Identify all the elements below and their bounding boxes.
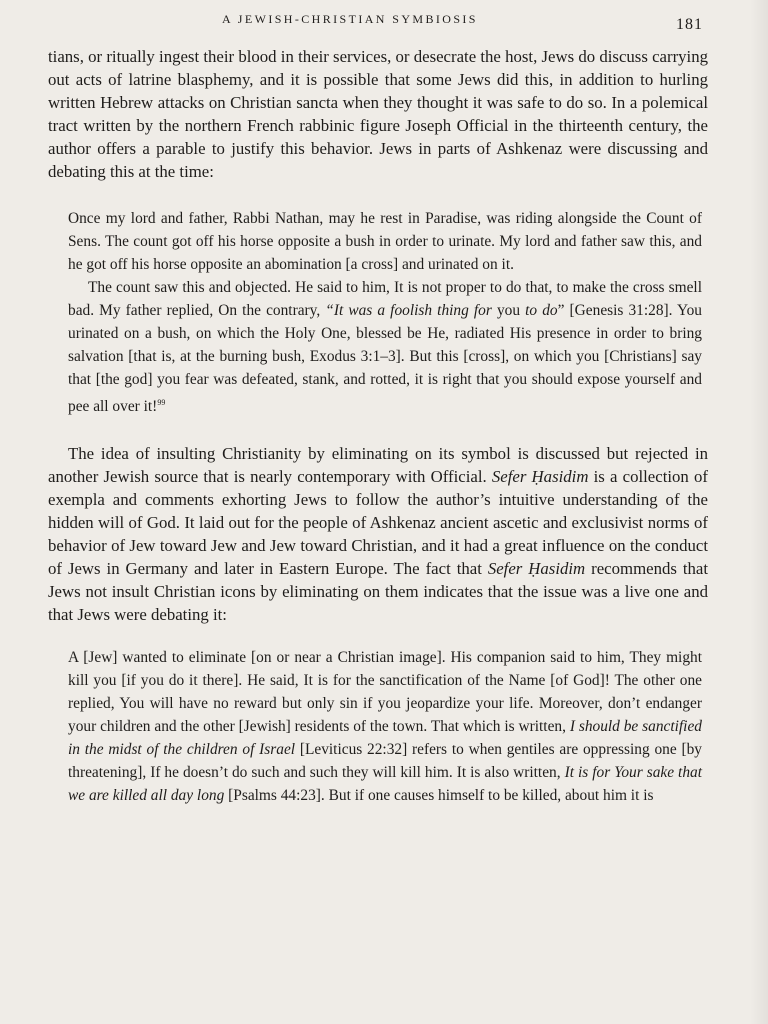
quote-text: A [Jew] wanted to eliminate [on or near a Christian image]. His companion said to him, They might kill you [if you do it there]. He said, It is for the sanctification of the Name [of God]! The other one replied, You will have no reward but only sin if you jeopardize your life. Moreover, don’t endanger your children and the other [Jewish] residents of the town. That which is written, — [68, 649, 702, 736]
book-title-italic: Sefer Ḥasidim — [491, 466, 589, 486]
page-body — [48, 45, 708, 807]
quote-italic: I should be sanctified in the midst of the children of Israel — [68, 718, 702, 759]
paragraph-2-text: is a collection of exempla and comments exhorting Jews to follow the author’s intuitive understanding of the hidden will of God. It laid out for the people of Ashkenaz ancient ascetic and exclusivist norms of behavior of Jew toward Jew and Jew toward Christian, and it had a great influence on the conduct of Jews in Germany and later in Eastern Europe. The fact that — [48, 466, 708, 579]
page-number: 181 — [676, 16, 703, 33]
spacer — [48, 626, 708, 646]
paragraph-1 — [48, 45, 708, 184]
book-title-italic: Sefer Ḥasidim — [487, 559, 586, 579]
running-head: A JEWISH-CHRISTIAN SYMBIOSIS — [222, 12, 478, 26]
quote-text: The count saw this and objected. He said to him, It is not proper to do that, to make the cross smell bad. My father replied, On the contrary, — [68, 278, 702, 319]
page-header — [0, 12, 768, 38]
page-edge-shadow — [750, 0, 768, 1024]
quote-italic: It is for Your sake that we are killed all day long — [68, 764, 703, 805]
paragraph-2-text: recommends that Jews not insult Christian icons by eliminating on them indicates that the issue was a live one and that Jews were debating it: — [48, 559, 709, 625]
quote-text: [Psalms 44:23]. But if one causes himself to be killed, about him it is — [224, 787, 654, 805]
paragraph-2 — [48, 442, 708, 627]
quote-text: you — [491, 301, 526, 319]
block-quote-1-para-2 — [48, 276, 708, 418]
block-quote-2 — [48, 646, 708, 807]
paragraph-1-text: tians, or ritually ingest their blood in their services, or desecrate the host, Jews do discuss carrying out acts of latrine blasphemy, and it is possible that some Jews did this, in addition to hurling written Hebrew attacks on Christian sancta when they thought it was safe to do so. In a polemical tract written by the northern French rabbinic figure Joseph Official in the thirteenth century, the author offers a parable to justify this behavior. Jews in parts of Ashkenaz were discussing and debating this at the time: — [48, 47, 708, 182]
spacer — [48, 184, 708, 207]
quote-text: [Leviticus 22:32] refers to when gentiles are oppressing one [by threatening], If he doesn’t do such and such they will kill him. It is also written, — [68, 741, 702, 782]
footnote-marker: 99 — [157, 397, 166, 407]
paragraph-2-text: The idea of insulting Christianity by eliminating on its symbol is discussed but rejected in another Jewish source that is nearly contemporary with Official. — [48, 443, 708, 486]
quote-italic: to do — [525, 301, 558, 319]
quote-text: ” [Genesis 31:28]. You urinated on a bush, on which the Holy One, blessed be He, radiated His presence in order to bring salvation [that is, at the burning bush, Exodus 3:1–3]. But this [cross], on which you [Christians] say that [the god] you fear was defeated, stank, and rotted, it is right that you should expose yourself and pee all over it! — [68, 301, 703, 415]
spacer — [48, 418, 708, 442]
quote-italic: “It was a foolish thing for — [325, 301, 492, 319]
block-quote-1-text: Once my lord and father, Rabbi Nathan, may he rest in Paradise, was riding alongside the Count of Sens. The count got off his horse opposite a bush in order to urinate. My lord and father saw this, and he got off his horse opposite an abomination [a cross] and urinated on it. — [68, 209, 702, 273]
block-quote-1-para-1 — [48, 207, 708, 276]
